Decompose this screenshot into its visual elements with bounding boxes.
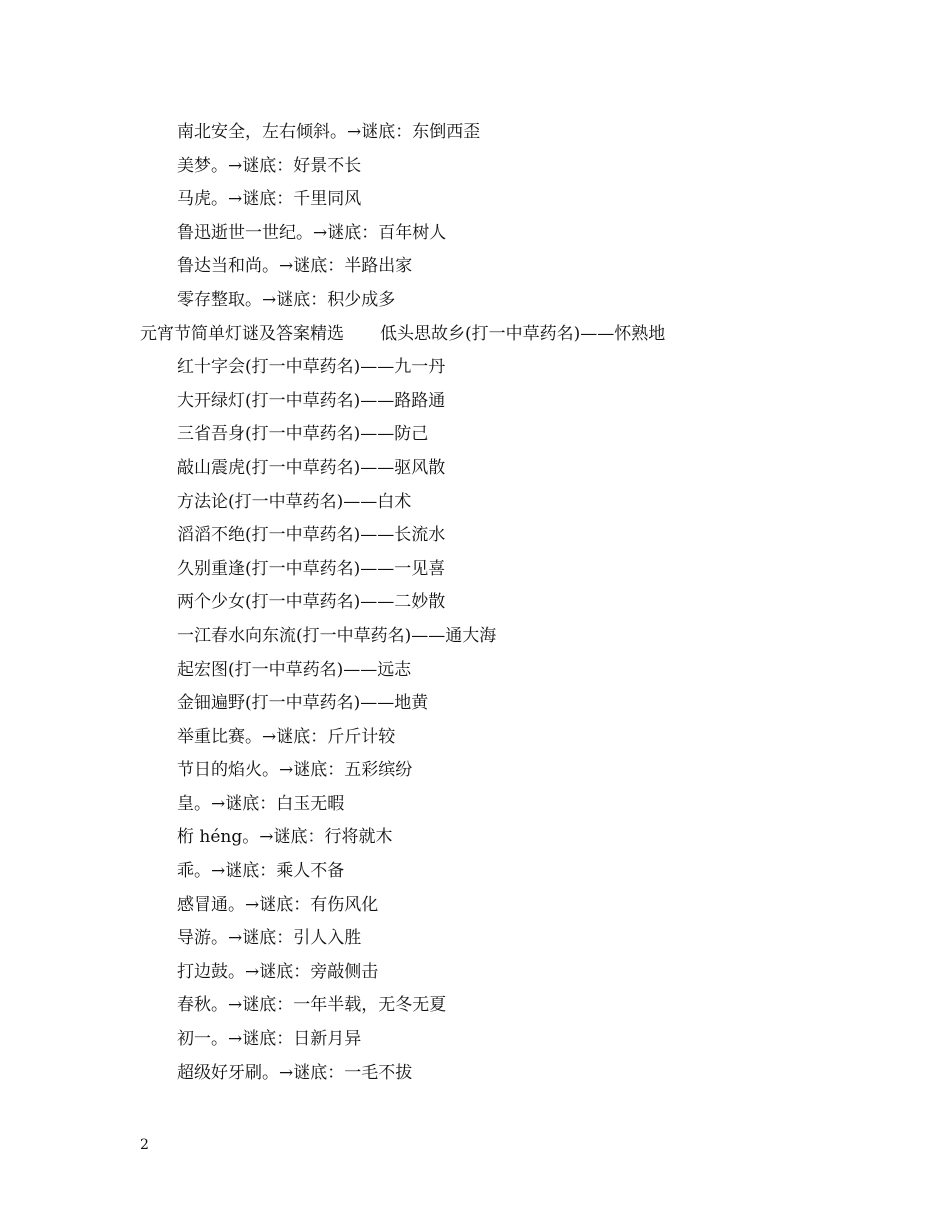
riddle-line: 起宏图(打一中草药名)——远志 <box>177 659 412 680</box>
riddle-line: 桁 héng。→谜底：行将就木 <box>177 827 393 848</box>
section-title: 元宵节简单灯谜及答案精选 <box>140 323 344 344</box>
riddle-line: 一江春水向东流(打一中草药名)——通大海 <box>177 625 497 646</box>
riddle-line: 初一。→谜底：日新月异 <box>177 1029 362 1050</box>
riddle-line: 零存整取。→谜底：积少成多 <box>177 289 396 310</box>
riddle-line: 春秋。→谜底：一年半载，无冬无夏 <box>177 995 447 1016</box>
page-number: 2 <box>140 1137 149 1153</box>
riddle-line: 两个少女(打一中草药名)——二妙散 <box>177 592 446 613</box>
riddle-line: 方法论(打一中草药名)——白术 <box>177 491 412 512</box>
riddle-line: 感冒通。→谜底：有伤风化 <box>177 894 379 915</box>
riddle-line: 节日的焰火。→谜底：五彩缤纷 <box>177 760 413 781</box>
riddle-line: 超级好牙刷。→谜底：一毛不拔 <box>177 1062 413 1083</box>
riddle-line: 南北安全，左右倾斜。→谜底：东倒西歪 <box>177 122 481 142</box>
riddle-line: 三省吾身(打一中草药名)——防己 <box>177 424 429 445</box>
riddle-line: 红十字会(打一中草药名)——九一丹 <box>177 357 446 378</box>
riddle-line: 鲁达当和尚。→谜底：半路出家 <box>177 256 413 277</box>
riddle-line: 久别重逢(打一中草药名)——一见喜 <box>177 558 446 579</box>
riddle-line: 金钿遍野(打一中草药名)——地黄 <box>177 693 429 714</box>
section-heading-line <box>140 318 900 352</box>
riddle-line: 皇。→谜底：白玉无暇 <box>177 793 345 814</box>
riddle-line: 鲁迅逝世一世纪。→谜底：百年树人 <box>177 222 447 243</box>
riddle-line: 低头思故乡(打一中草药名)——怀熟地 <box>380 323 666 344</box>
riddle-line: 滔滔不绝(打一中草药名)——长流水 <box>177 525 446 546</box>
riddle-line: 敲山震虎(打一中草药名)——驱风散 <box>177 457 446 478</box>
riddle-line: 马虎。→谜底：千里同风 <box>177 189 362 210</box>
riddle-line: 美梦。→谜底：好景不长 <box>177 155 362 176</box>
riddle-line: 乖。→谜底：乘人不备 <box>177 861 345 882</box>
riddle-line: 导游。→谜底：引人入胜 <box>177 928 362 949</box>
riddle-line: 举重比赛。→谜底：斤斤计较 <box>177 726 396 747</box>
riddle-line: 打边鼓。→谜底：旁敲侧击 <box>177 961 379 982</box>
riddle-line: 大开绿灯(打一中草药名)——路路通 <box>177 390 446 411</box>
riddle-list <box>140 116 900 1090</box>
